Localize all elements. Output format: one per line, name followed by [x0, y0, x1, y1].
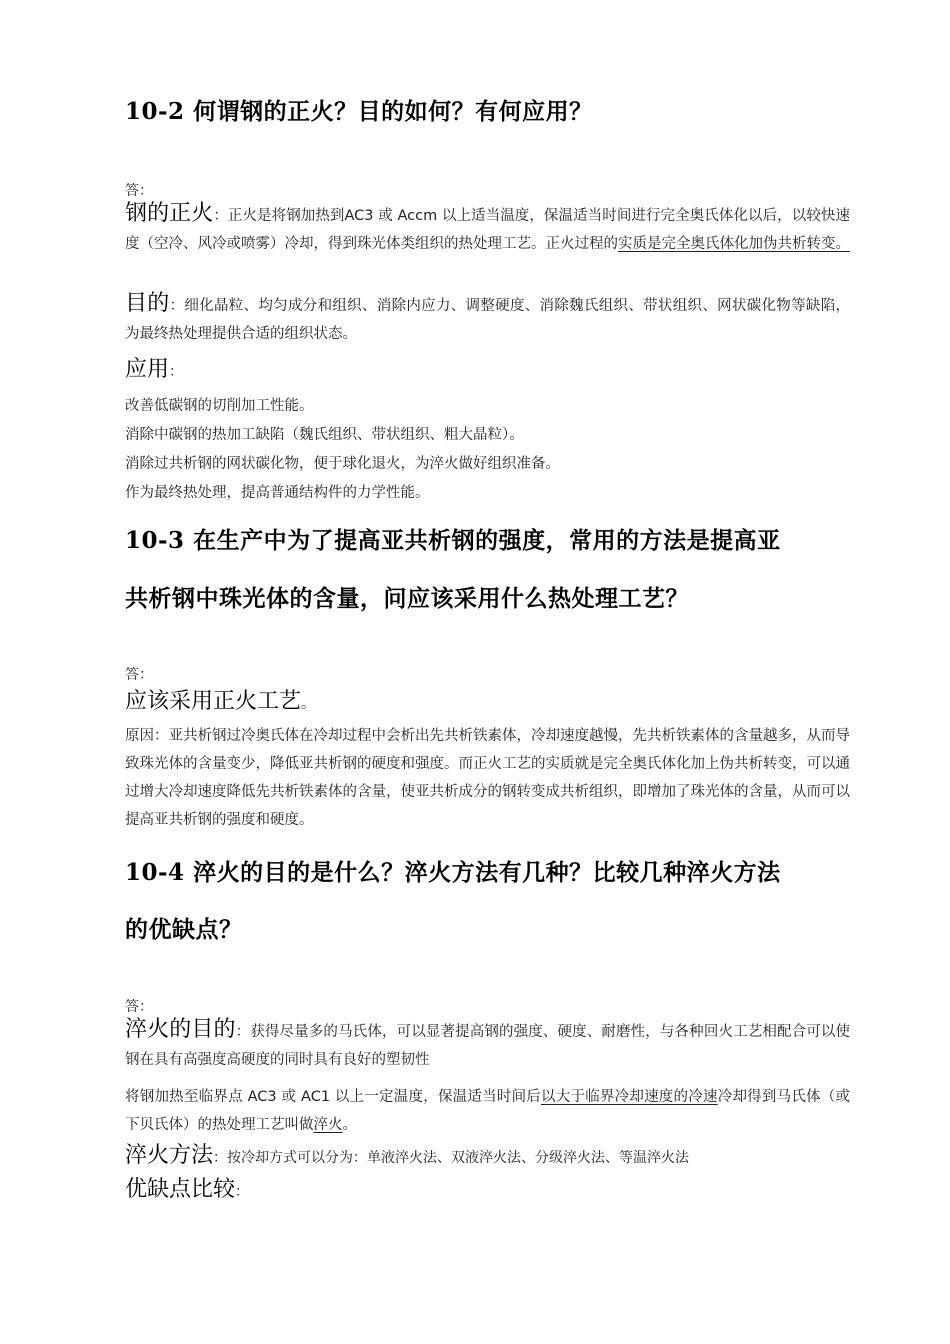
zhenghuo-definition	[125, 200, 850, 258]
answer-10-3-main	[125, 684, 315, 715]
question-10-2-title: 10-2 何谓钢的正火？目的如何？有何应用？	[125, 98, 593, 125]
term-youquedian-bijiao: 优缺点比较	[125, 1177, 236, 1202]
answer-label: 答：	[125, 999, 153, 1015]
zhenghuo-text: ：正火是将钢加热到AC3 或 Accm 以上适当温度，保温适当时间进行完全奥氏体化以后，以较快速度（空冷、风冷或喷雾）冷却，得到珠光体类组织的热处理工艺。正火过程的	[125, 208, 850, 252]
term-yingyong: 应用	[125, 357, 170, 382]
question-10-3-title-line1: 10-3 在生产中为了提高亚共析钢的强度，常用的方法是提高亚	[125, 527, 781, 554]
cuihuo-fangfa-text: ：按冷却方式可以分为：单液淬火法、双液淬火法、分级淬火法、等温淬火法	[213, 1150, 690, 1166]
application-item: 作为最终热处理，提高普通结构件的力学性能。	[125, 485, 430, 501]
cuihuo-comparison-heading	[125, 1172, 249, 1203]
mudi-text: ：细化晶粒、均匀成分和组织、消除内应力、调整硬度、消除魏氏组织、带状组织、网状碳化物等缺陷，为最终热处理提供合适的组织状态。	[125, 298, 850, 342]
answer-label: 答：	[125, 183, 153, 199]
cuihuo-def-text2: 冷却得到马氏体（或下贝氏体）的热处理工艺叫做	[125, 1089, 851, 1133]
question-10-4-title-line1: 10-4 淬火的目的是什么？淬火方法有几种？比较几种淬火方法	[125, 859, 781, 886]
zhenghuo-purpose	[125, 290, 850, 348]
cuihuo-purpose	[125, 1016, 850, 1074]
application-item: 消除中碳钢的热加工缺陷（魏氏组织、带状组织、粗大晶粒）。	[125, 427, 524, 443]
term-mudi: 目的	[125, 291, 170, 316]
cuihuo-def-critical-rate: 以大于临界冷却速度的冷速	[541, 1089, 718, 1105]
answer-label: 答：	[125, 667, 153, 683]
answer-10-3-reason: 原因：亚共析钢过冷奥氏体在冷却过程中会析出先共析铁素体，冷却速度越慢，先共析铁素体的含量越多，从而导致珠光体的含量变少，降低亚共析钢的硬度和强度。而正火工艺的实质就是完全奥氏体化加上伪共析转变，可以通过增大冷却速度降低先共析铁素体的含量，使亚共析成分的钢转变成共析组织，即增加了珠光体的含量，从而可以提高亚共析钢的强度和硬度。	[125, 728, 850, 828]
cuihuo-def-text3: 。	[342, 1117, 357, 1133]
cuihuo-methods	[125, 1138, 689, 1169]
question-10-4-title-line2: 的优缺点？	[125, 916, 243, 943]
zhenghuo-essence: 实质是完全奥氏体化加伪共析转变。	[618, 236, 850, 252]
cuihuo-definition	[125, 1083, 850, 1139]
answer-period: 。	[301, 696, 316, 712]
term-cuihuo-fangfa: 淬火方法	[125, 1143, 214, 1168]
application-item: 改善低碳钢的切削加工性能。	[125, 398, 314, 414]
answer-zhenghuo-process: 应该采用正火工艺	[125, 689, 302, 714]
cuihuo-def-text1: 将钢加热至临界点 AC3 或 AC1 以上一定温度，保温适当时间后	[125, 1089, 542, 1105]
term-zhenghuo: 钢的正火	[125, 201, 214, 226]
yingyong-colon: ：	[169, 364, 184, 380]
bijiao-colon: ：	[235, 1184, 250, 1200]
question-10-3-title-line2: 共析钢中珠光体的含量，问应该采用什么热处理工艺？	[125, 585, 689, 612]
cuihuo-def-term: 淬火	[313, 1117, 343, 1133]
yingyong-heading	[125, 352, 183, 383]
application-item: 消除过共析钢的网状碳化物，便于球化退火，为淬火做好组织准备。	[125, 456, 560, 472]
cuihuo-mudi-text: ：获得尽量多的马氏体，可以显著提高钢的强度、硬度、耐磨性，与各种回火工艺相配合可以使钢在具有高强度高硬度的同时具有良好的塑韧性	[125, 1024, 850, 1068]
term-cuihuo-mudi: 淬火的目的	[125, 1017, 236, 1042]
